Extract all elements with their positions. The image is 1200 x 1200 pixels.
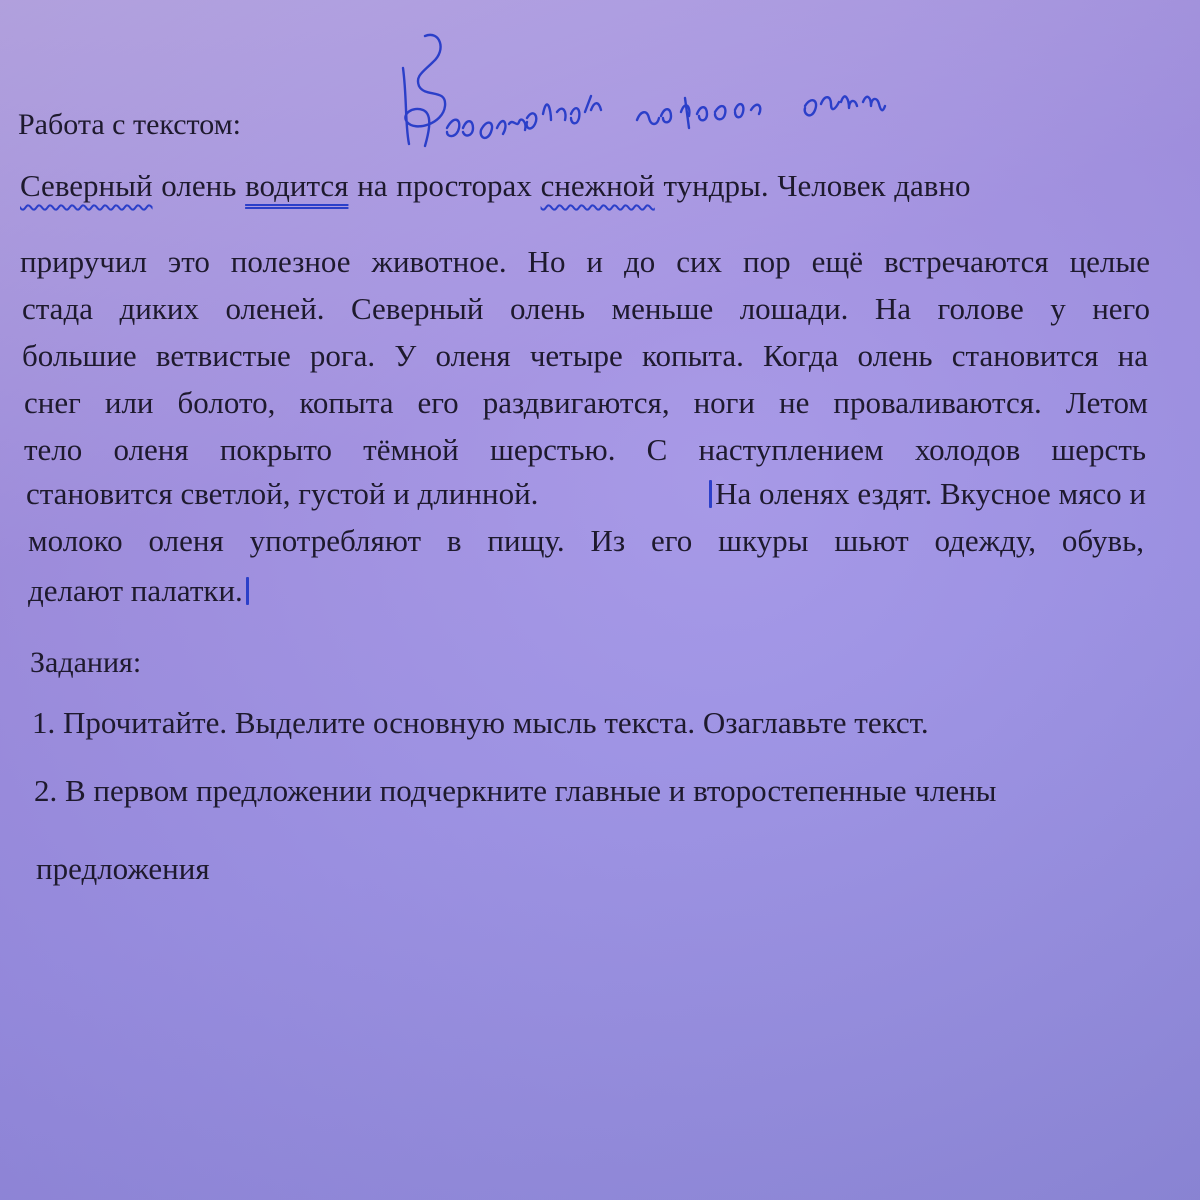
- text-line-9: [28, 575, 252, 606]
- tasks-heading: Задания:: [30, 646, 142, 679]
- text-fragment: делают палатки.: [28, 573, 243, 608]
- text-fragment: олень: [152, 168, 246, 203]
- text-line-3: стада диких оленей. Северный олень меньше лошади. На голове у него: [22, 291, 1150, 326]
- text-line-2: приручил это полезное животное. Но и до сих пор ещё встречаются целые: [20, 244, 1150, 279]
- text-fragment: становится светлой, густой и длинной.: [26, 476, 539, 511]
- text-fragment: На оленях ездят. Вкусное мясо и: [715, 476, 1146, 511]
- text-line-7: [26, 478, 1146, 509]
- bracket-mark-end: [246, 577, 249, 605]
- text-line-1: [20, 170, 971, 201]
- text-line-6: тело оленя покрыто тёмной шерстью. С наступлением холодов шерсть: [24, 432, 1146, 467]
- subject-underlined: Северный: [20, 168, 153, 203]
- predicate-underlined: водится: [245, 168, 349, 203]
- task-2-continued: предложения: [36, 851, 210, 886]
- text-line-4: большие ветвистые рога. У оленя четыре копыта. Когда олень становится на: [22, 338, 1148, 373]
- handwritten-title: [385, 28, 945, 158]
- text-fragment: на просторах: [348, 168, 541, 203]
- task-1: 1. Прочитайте. Выделите основную мысль текста. Озаглавьте текст.: [32, 705, 929, 740]
- handwritten-title-drawing: [385, 28, 945, 158]
- task-2: 2. В первом предложении подчеркните главные и второстепенные члены: [34, 773, 997, 808]
- text-line-5: снег или болото, копыта его раздвигаются, ноги не проваливаются. Летом: [24, 385, 1148, 420]
- text-line-8: молоко оленя употребляют в пищу. Из его шкуры шьют одежду, обувь,: [28, 523, 1144, 558]
- work-with-text-label: Работа с текстом:: [18, 108, 242, 141]
- bracket-mark-start: [709, 480, 712, 508]
- text-fragment-marked: [706, 478, 1146, 509]
- text-fragment: тундры. Человек давно: [654, 168, 971, 203]
- attribute-underlined: снежной: [540, 168, 655, 203]
